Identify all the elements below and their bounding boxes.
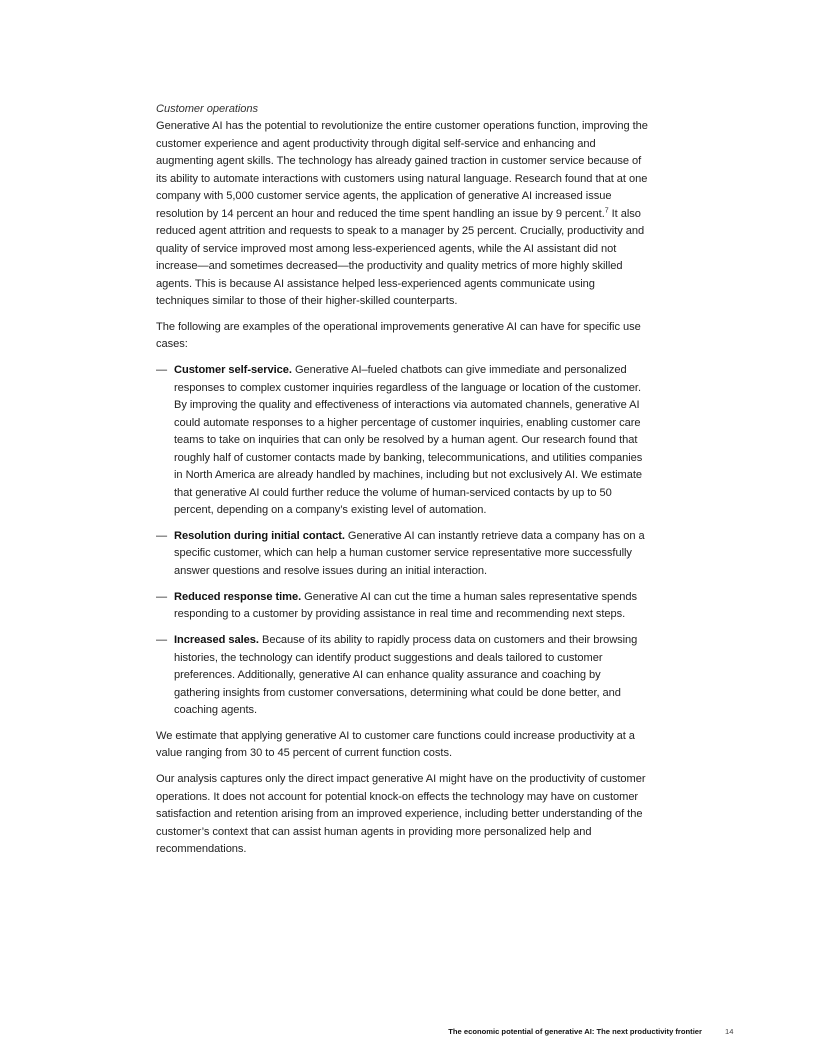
list-item-title: Increased sales. [174,634,259,647]
list-item-text: Generative AI can cut the time a human sales representative spends responding to a customer by providing assistance in real time and recommending next steps. [174,590,637,621]
list-item-increased-sales [156,632,648,719]
page-content [156,101,648,867]
intro-text-part2: It also reduced agent attrition and requests to speak to a manager by 25 percent. Crucially, productivity and quality of service improved most among less-experienced agents, while the AI assistant did not increase—and sometimes decreased—the productivity and quality metrics of more highly skilled agents. This is because AI assistance helped less-experienced agents communicate using techniques similar to those of their higher-skilled counterparts. [156,207,645,307]
examples-intro-paragraph: The following are examples of the operational improvements generative AI can have for specific use cases: [156,320,641,351]
list-item-reduced-response-time [156,589,648,624]
footnote-reference[interactable]: 7 [604,207,609,215]
list-item-text: Because of its ability to rapidly process data on customers and their browsing histories, the technology can identify product suggestions and deals tailored to customer preferences. Additionally, generative AI can enhance quality assurance and coaching by gathering insights from customer conversations, determining what could be done better, and coaching agents. [174,634,638,716]
list-item-customer-self-service [156,362,648,519]
intro-text-part1: Generative AI has the potential to revolutionize the entire customer operations function, improving the customer experience and agent productivity through digital self-service and enhancing and augmenting agent skills. The technology has already gained traction in customer service because of its ability to automate interactions with customers using natural language. Research found that at one company with 5,000 customer service agents, the application of generative AI increased issue resolution by 14 percent an hour and reduced the time spent handling an issue by 9 percent. [156,120,648,220]
em-dash-bullet-icon: — [156,529,168,542]
estimate-paragraph: We estimate that applying generative AI to customer care functions could increase productivity at a value ranging from 30 to 45 percent of current function costs. [156,729,635,760]
use-case-list [156,362,648,719]
list-item-text: Generative AI–fueled chatbots can give immediate and personalized responses to complex customer inquiries regardless of the language or location of the customer. By improving the quality and effectiveness of interactions via automated channels, generative AI could automate responses to a higher percentage of customer inquiries, enabling customer care teams to take on inquiries that can only be resolved by a human agent. Our research found that roughly half of customer contacts made by banking, telecommunications, and utilities companies in North America are already handled by machines, including but not exclusively AI. We estimate that generative AI could further reduce the volume of human-serviced contacts by up to 50 percent, depending on a company’s existing level of automation. [174,364,643,516]
footer-document-title: The economic potential of generative AI: The next productivity frontier [448,1027,702,1036]
analysis-paragraph: Our analysis captures only the direct impact generative AI might have on the productivity of customer operations. It does not account for potential knock-on effects the technology may have on customer satisfaction and retention arising from an improved experience, including better understanding of the customer’s context that can assist human agents in providing more personalized help and recommendations. [156,773,646,856]
list-item-resolution-initial-contact [156,528,648,580]
list-item-title: Customer self-service. [174,364,292,377]
em-dash-bullet-icon: — [156,634,168,647]
list-item-title: Resolution during initial contact. [174,529,345,542]
list-item-text: Generative AI can instantly retrieve data a company has on a specific customer, which can help a human customer service representative more successfully answer questions and resolve issues during an initial interaction. [174,529,645,577]
intro-paragraph [156,118,648,310]
page-number: 14 [725,1027,734,1036]
section-heading: Customer operations [156,103,259,115]
list-item-title: Reduced response time. [174,590,302,603]
em-dash-bullet-icon: — [156,590,168,603]
em-dash-bullet-icon: — [156,364,168,377]
